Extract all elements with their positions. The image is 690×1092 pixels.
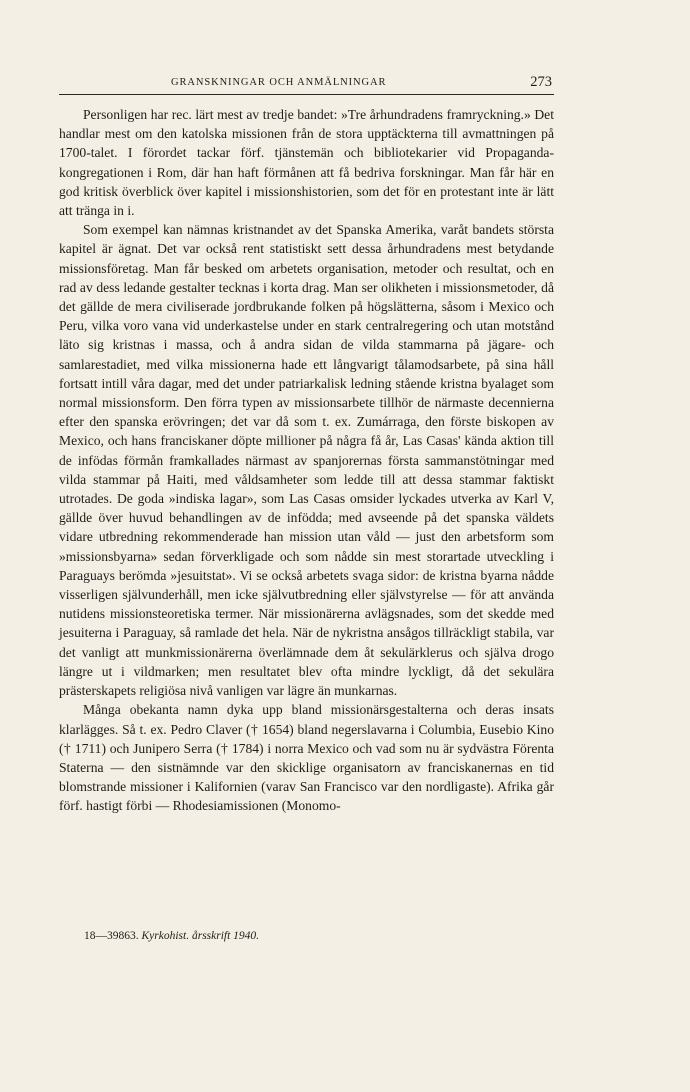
paragraph: Personligen har rec. lärt mest av tredje bandet: »Tre århundradens framryckning.» Det handlar mest om den katolska missionen från de stora upptäckterna till avmattningen på 1700-talet. I förordet tackar förf. tjänstemän och bibliotekarier vid Propaganda-kongregationen i Rom, där han haft förmånen att få bedriva forskningar. Man får här en god kritisk överblick över kapitel i missionshistorien, som det för en protestant inte är lätt att tränga in i. [59,107,554,219]
printer-signature-line [84,930,259,942]
paragraph: Som exempel kan nämnas kristnandet av det Spanska Amerika, varåt bandets största kapitel är ägnat. Det var också rent statistiskt sett dessa århundradens mest betydande missionsföretag. Man får besked om arbetets organisation, metoder och resultat, och en rad av dess ledande gestalter tecknas i korta drag. Man ser olikheten i missionsmetoder, då det gällde de mera civiliserade jordbrukande folken på högslätterna, såsom i Mexico och Peru, vilka voro vana vid underkastelse under en stark centralregering och utan motstånd läto sig kristnas i massa, och å andra sidan de vilda stammarna på jägare- och samlarestadiet, med vilka missionerna hade ett långvarigt tålamodsarbete, på sina håll fortsatt intill våra dagar, med det under patriarkalisk ledning stående kristna byalaget som normal missionsform. Den förra typen av missionsarbete tillhör de närmaste decennierna efter den spanska erövringen; det var då som t. ex. Zumárraga, den förste biskopen av Mexico, och hans franciskaner döpte millioner på några få år, Las Casas' kända aktion till de infödas förmån framkallades närmast av spanjorernas första sammanstötningar med vilda stammar på Haiti, med våldsamheter som ledde till att dessa stammar faktiskt utrotades. De goda »indiska lagar», som Las Casas omsider lyckades utverka av Karl V, gällde över huvud behandlingen av de infödda; med avseende på det spanska väldets vidare utbredning rekommenderade han mission utan våld — just den arbetsform som »missionsbyarna» sedan förverkligade och som nådde sin mest storartade utveckling i Paraguays berömda »jesuitstat». Vi se också arbetets svaga sidor: de kristna byarna nådde visserligen självunderhåll, men icke självutbredning eller självstyrelse — för att använda nutidens missionsteoretiska termer. När missionärerna avlägsnades, som det skedde med jesuiterna i Paraguay, så ramlade det hela. När de nykristna ansågos tillräckligt stabila, var det vanligt att munkmissionärerna överlämnade dem åt sekulärklerus och själva drogo längre ut i vildmarken; men resultatet blev ofta mindre lyckligt, då det sekulära prästerskapets religiösa nivå vanligen var lägre än munkarnas. [59,222,554,699]
page-number: 273 [530,74,552,90]
journal-reference: Kyrkohist. årsskrift 1940. [141,930,260,942]
page-header [59,74,554,95]
paragraph: Många obekanta namn dyka upp bland missionärsgestalterna och deras insats klarlägges. Så t. ex. Pedro Claver († 1654) bland negerslavarna i Columbia, Eusebio Kino († 1711) och Junipero Serra († 1784) i norra Mexico och vad som nu är sydvästra Förenta Staterna — den sistnämnde var den skicklige organisatorn av franciskanernas en tid blomstrande missioner i Kalifornien (varav San Francisco var den nordligaste). Afrika går förf. hastigt förbi — Rhodesiamissionen (Monomo- [59,702,554,814]
body-text [59,105,554,816]
signature-mark: 18—39863. [84,930,139,942]
running-title: GRANSKNINGAR OCH ANMÄLNINGAR [171,77,387,88]
